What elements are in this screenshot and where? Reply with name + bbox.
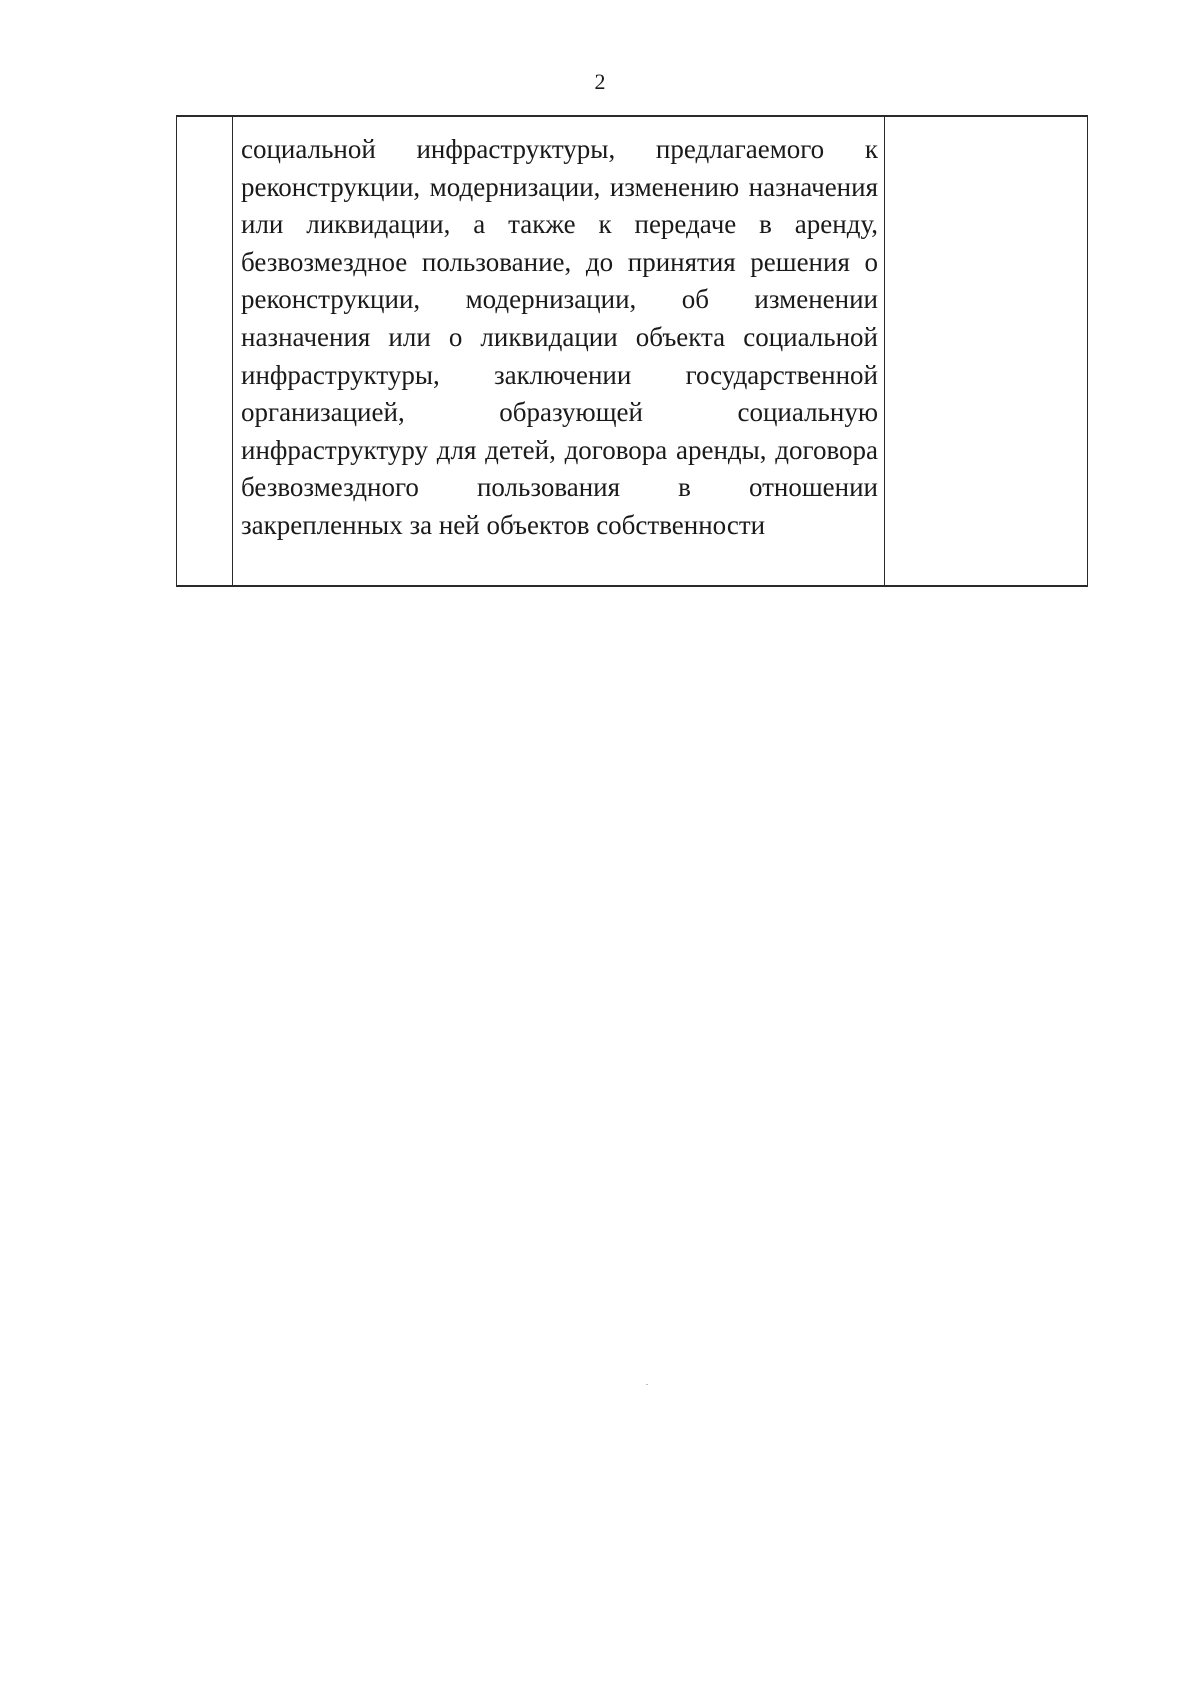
table-cell-text [233, 116, 885, 586]
scan-speck [646, 1384, 648, 1385]
cell-paragraph: социальной инфраструктуры, предлагаемого к реконструкции, модернизации, изменению назначения или ликвидации, а также к передаче в аренду, безвозмездное пользование, до принятия решения о реконструкции, модернизации, об изменении назначения или о ликвидации объекта социальной инфраструктуры, заключении государственной организацией, образующей социальную инфраструктуру для детей, договора аренды, договора безвозмездного пользования в отношении закрепленных за ней объектов собственности [241, 134, 878, 540]
page-number: 2 [594, 69, 606, 94]
table-cell-number [177, 116, 233, 586]
document-table [176, 115, 1088, 587]
table-row [177, 116, 1088, 586]
table-cell-extra [885, 116, 1088, 586]
